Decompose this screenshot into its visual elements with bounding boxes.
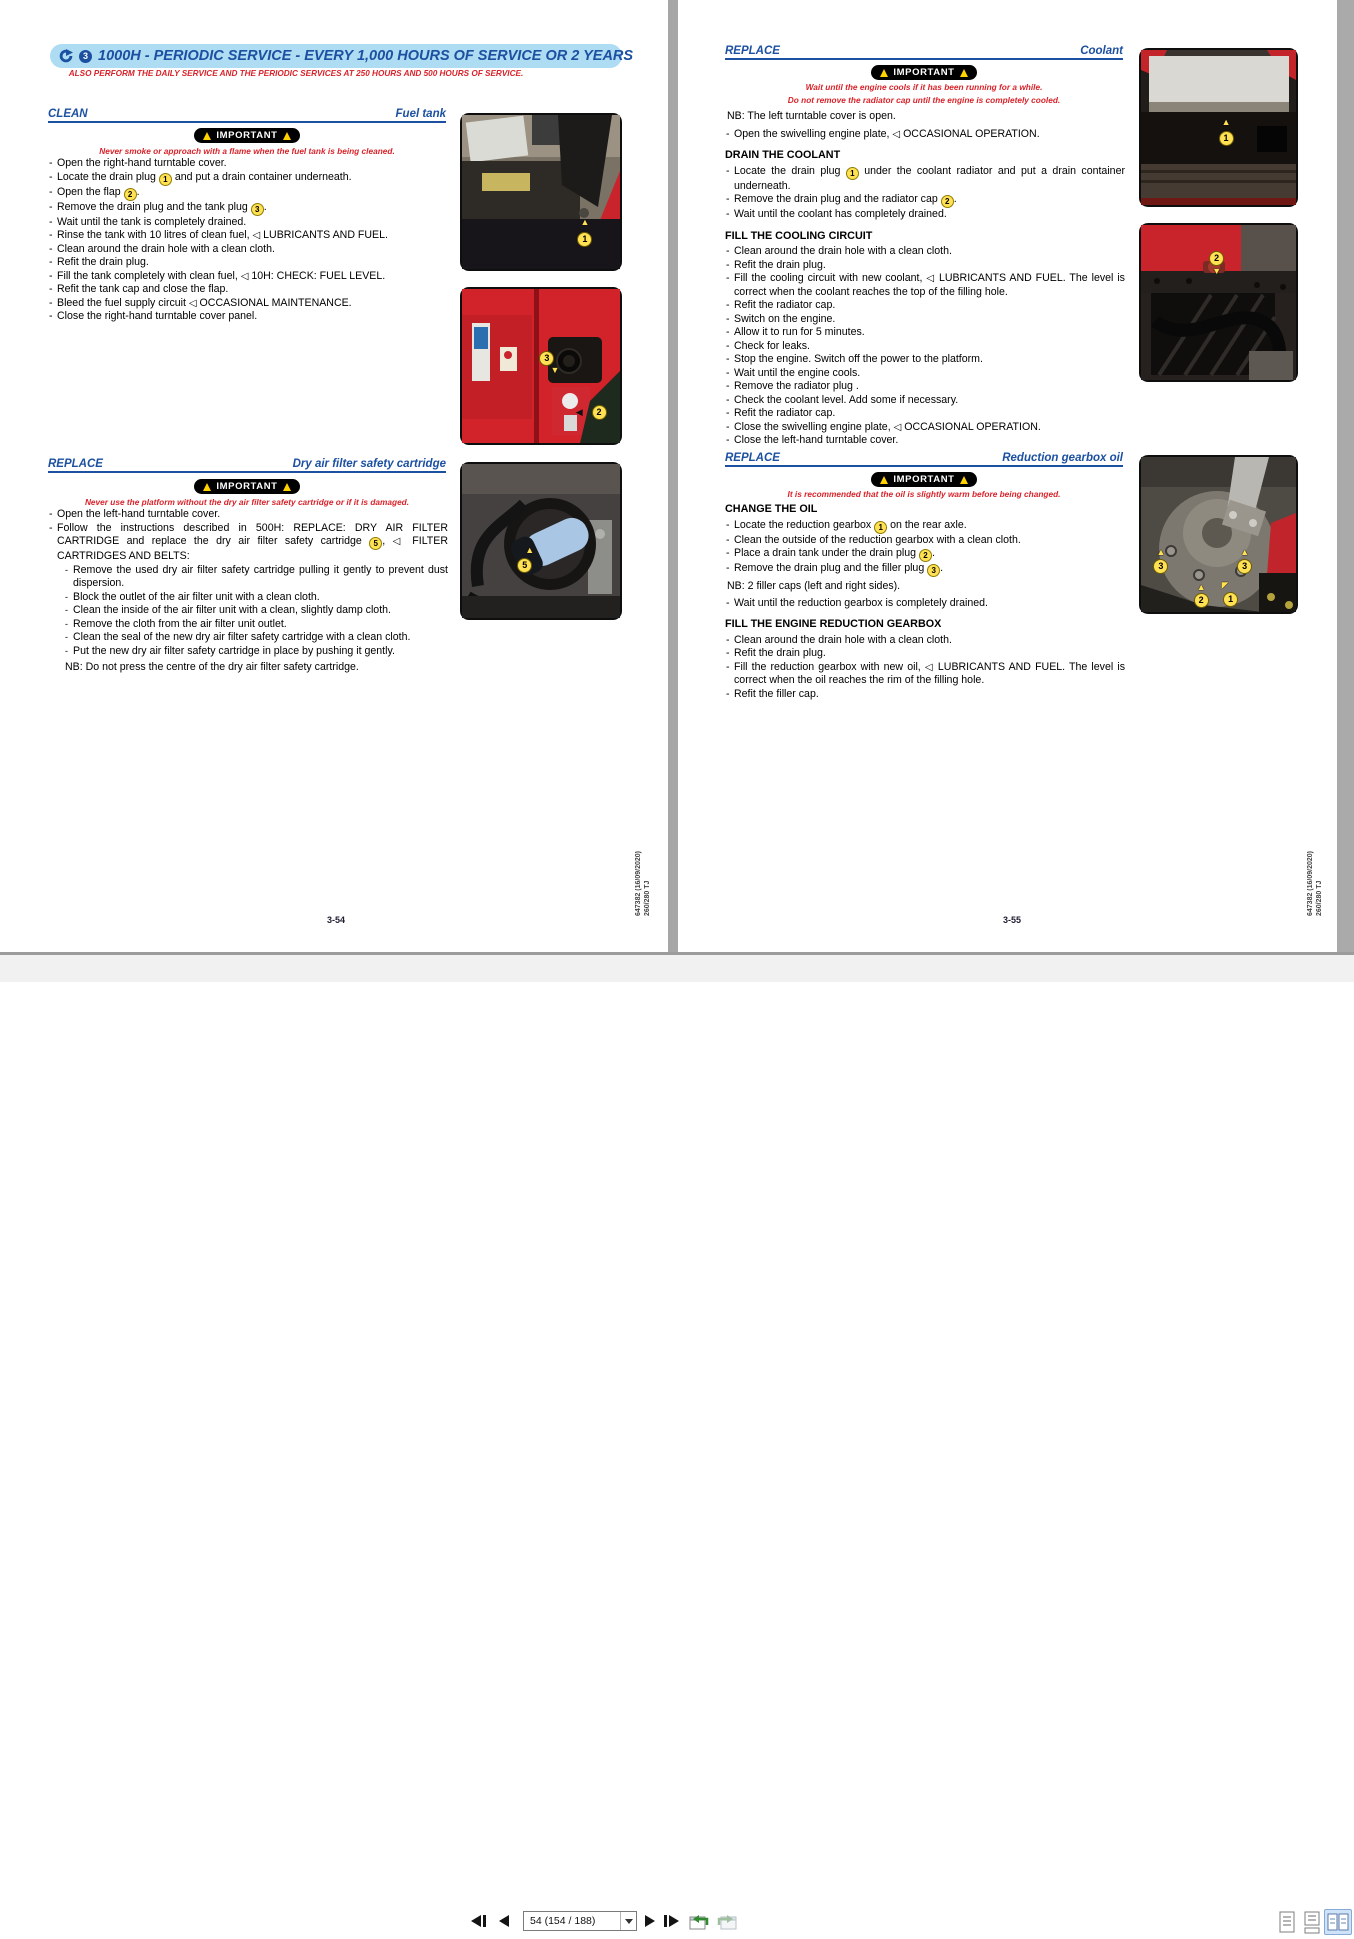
- instruction-line: - Fill the cooling circuit with new coolant, ◁ LUBRICANTS AND FUEL. The level is correct when the coolant reaches the top of the filling hole.: [725, 272, 1125, 299]
- instruction-line: - Switch on the engine.: [725, 313, 1125, 327]
- instruction-subline: - Block the outlet of the air filter unit with a clean cloth.: [65, 591, 448, 605]
- instruction-line: - Open the left-hand turntable cover.: [48, 508, 448, 522]
- instruction-line: - Stop the engine. Switch off the power to the platform.: [725, 353, 1125, 367]
- section-action: REPLACE: [725, 452, 780, 464]
- service-cycle-icon: [59, 49, 73, 63]
- first-page-icon: [471, 1915, 481, 1927]
- important-label: IMPORTANT: [893, 67, 955, 78]
- instruction-line: - Allow it to run for 5 minutes.: [725, 326, 1125, 340]
- marker-arrow-icon: ▼: [550, 365, 560, 375]
- previous-view-button[interactable]: [689, 1911, 712, 1931]
- instruction-line: - Check for leaks.: [725, 340, 1125, 354]
- step-number-badge: 3: [79, 50, 92, 63]
- warning-triangle-icon: [283, 132, 291, 140]
- photo-marker: 5: [517, 558, 532, 573]
- page-number: 3-54: [326, 915, 345, 925]
- important-badge-row: [725, 472, 1123, 487]
- photo-air-filter-cartridge: [460, 462, 622, 620]
- instruction-list: [725, 503, 1125, 701]
- instruction-line: - Clean around the drain hole with a clean cloth.: [48, 243, 448, 257]
- warning-triangle-icon: [203, 132, 211, 140]
- continuous-view-icon: [1303, 1911, 1321, 1933]
- previous-page-icon: [499, 1915, 509, 1927]
- important-badge-row: [48, 479, 446, 494]
- marker-arrow-icon: ◀: [575, 406, 583, 417]
- warning-triangle-icon: [283, 483, 291, 491]
- warning-triangle-icon: [880, 69, 888, 77]
- section-header-replace-air-filter: [48, 458, 446, 473]
- important-badge: [194, 479, 299, 494]
- canvas-margin: [1337, 0, 1354, 952]
- warning-text: Never smoke or approach with a flame when the fuel tank is being cleaned.: [99, 146, 395, 156]
- warning-text: Do not remove the radiator cap until the engine is completely cooled.: [787, 95, 1061, 105]
- warning-triangle-icon: [203, 483, 211, 491]
- instruction-line: - Open the swivelling engine plate, ◁ OCCASIONAL OPERATION.: [725, 128, 1125, 142]
- next-view-icon: [715, 1911, 738, 1931]
- instruction-line: - Remove the radiator plug .: [725, 380, 1125, 394]
- section-header-clean-fuel-tank: [48, 108, 446, 123]
- page-right: [678, 0, 1337, 952]
- section-action: REPLACE: [48, 458, 103, 470]
- photo-reduction-gearbox: [1139, 455, 1298, 614]
- section-header-replace-coolant: [725, 45, 1123, 60]
- instruction-subline: - Clean the inside of the air filter unit with a clean, slightly damp cloth.: [65, 604, 448, 618]
- photo-marker: 3: [1153, 559, 1168, 574]
- important-badge-row: [48, 128, 446, 143]
- note-line: NB: Do not press the centre of the dry air filter safety cartridge.: [65, 661, 359, 673]
- warning-text: Never use the platform without the dry air filter safety cartridge or if it is damaged.: [84, 497, 410, 507]
- instruction-line: - Locate the drain plug 1 and put a drain container underneath.: [48, 171, 448, 186]
- instruction-line: - Wait until the tank is completely drained.: [48, 216, 448, 230]
- instruction-line: - Place a drain tank under the drain plug 2 .: [725, 547, 1125, 562]
- marker-arrow-icon: ◤: [1221, 580, 1229, 590]
- first-page-button[interactable]: [471, 1915, 486, 1927]
- important-badge: [871, 65, 976, 80]
- first-page-icon: [483, 1915, 486, 1927]
- important-badge: [871, 472, 976, 487]
- instruction-line: - Close the left-hand turntable cover.: [725, 434, 1125, 448]
- subsection-title: CHANGE THE OIL: [725, 503, 818, 515]
- chapter-banner: [50, 44, 634, 68]
- warning-text: Wait until the engine cools if it has been running for a while.: [805, 82, 1043, 92]
- photo-marker: 3: [1237, 559, 1252, 574]
- photo-marker: 2: [592, 405, 607, 420]
- previous-page-button[interactable]: [499, 1915, 509, 1927]
- instruction-line: - Close the swivelling engine plate, ◁ OCCASIONAL OPERATION.: [725, 421, 1125, 435]
- chapter-subtitle: ALSO PERFORM THE DAILY SERVICE AND THE PERIODIC SERVICES AT 250 HOURS AND 500 HOURS OF SERVICE.: [68, 69, 524, 78]
- instruction-line: - Bleed the fuel supply circuit ◁ OCCASIONAL MAINTENANCE.: [48, 297, 448, 311]
- photo-coolant-drain-plug: [1139, 48, 1298, 207]
- marker-arrow-icon: ▲: [1196, 581, 1206, 592]
- section-subject: Dry air filter safety cartridge: [292, 458, 446, 470]
- section-action: CLEAN: [48, 108, 88, 120]
- document-reference: [634, 838, 652, 916]
- instruction-line: - Wait until the coolant has completely drained.: [725, 208, 1125, 222]
- viewer-toolbar: [0, 952, 1354, 1927]
- section-subject: Coolant: [1080, 45, 1123, 57]
- previous-view-icon: [689, 1911, 712, 1931]
- instruction-line: - Refit the filler cap.: [725, 688, 1125, 702]
- instruction-line: - Refit the drain plug.: [725, 259, 1125, 273]
- warning-text: It is recommended that the oil is slightly warm before being changed.: [787, 489, 1061, 499]
- single-page-view-icon: [1278, 1911, 1296, 1933]
- photo-fuel-flap-and-plug: [460, 287, 622, 445]
- photo-marker: 2: [1209, 251, 1224, 266]
- photo-marker: 1: [1223, 592, 1238, 607]
- next-page-icon: [645, 1915, 655, 1927]
- instruction-line: - Fill the reduction gearbox with new oil, ◁ LUBRICANTS AND FUEL. The level is correct when the oil reaches the rim of the filling hole.: [725, 661, 1125, 688]
- important-label: IMPORTANT: [216, 130, 278, 141]
- photo-radiator-cap: [1139, 223, 1298, 382]
- instruction-line: - Refit the tank cap and close the flap.: [48, 283, 448, 297]
- page-divider: [668, 0, 678, 952]
- instruction-line: - Close the right-hand turntable cover panel.: [48, 310, 448, 324]
- instruction-line: - Locate the drain plug 1 under the coolant radiator and put a drain container underneath.: [725, 165, 1125, 194]
- warning-triangle-icon: [960, 476, 968, 484]
- page-number-value: 54 (154 / 188): [530, 1915, 596, 1927]
- warning-triangle-icon: [880, 476, 888, 484]
- marker-arrow-icon: ▲: [1221, 117, 1231, 128]
- photo-marker: 1: [577, 232, 592, 247]
- page-left: [0, 0, 668, 952]
- doc-ref-model: 260/280 TJ: [644, 880, 651, 916]
- single-page-view-button[interactable]: [1278, 1911, 1296, 1938]
- instruction-line: - Check the coolant level. Add some if necessary.: [725, 394, 1125, 408]
- last-page-icon: [669, 1915, 679, 1927]
- marker-arrow-icon: ▲: [1240, 547, 1250, 558]
- important-badge: [194, 128, 299, 143]
- marker-arrow-icon: ▲: [1156, 547, 1166, 558]
- page-number-select[interactable]: [523, 1911, 637, 1931]
- instruction-line: - Refit the drain plug.: [725, 647, 1125, 661]
- doc-ref-model: 260/280 TJ: [1316, 880, 1323, 916]
- instruction-line: - Remove the drain plug and the filler plug 3 .: [725, 562, 1125, 577]
- instruction-list: [48, 508, 448, 678]
- facing-pages-view-icon: [1325, 1910, 1351, 1934]
- page-number: 3-55: [1002, 915, 1021, 925]
- instruction-line: - Open the right-hand turntable cover.: [48, 157, 448, 171]
- marker-arrow-icon: ▼: [1212, 265, 1222, 276]
- instruction-list: [48, 157, 448, 324]
- last-page-icon: [664, 1915, 667, 1927]
- section-subject: Fuel tank: [395, 108, 446, 120]
- section-header-replace-gearbox-oil: [725, 452, 1123, 467]
- important-badge-row: [725, 65, 1123, 80]
- instruction-line: - Clean around the drain hole with a clean cloth.: [725, 634, 1125, 648]
- instruction-line: - Refit the radiator cap.: [725, 299, 1125, 313]
- chapter-title: 1000H - PERIODIC SERVICE - EVERY 1,000 HOURS OF SERVICE OR 2 YEARS: [98, 48, 634, 64]
- subsection-title: FILL THE COOLING CIRCUIT: [725, 229, 873, 242]
- instruction-line: - Follow the instructions described in 500H: REPLACE: DRY AIR FILTER CARTRIDGE and replace the dry air filter safety cartridge 5 , ◁ FILTER CARTRIDGES AND BELTS:: [48, 522, 448, 564]
- instruction-line: - Locate the reduction gearbox 1 on the rear axle.: [725, 519, 1125, 534]
- instruction-line: - Rinse the tank with 10 litres of clean fuel, ◁ LUBRICANTS AND FUEL.: [48, 229, 448, 243]
- instruction-line: - Clean around the drain hole with a clean cloth.: [725, 245, 1125, 259]
- instruction-line: - Remove the drain plug and the radiator cap 2 .: [725, 193, 1125, 208]
- subsection-title: FILL THE ENGINE REDUCTION GEARBOX: [725, 618, 942, 630]
- instruction-subline: - Put the new dry air filter safety cartridge in place by pushing it gently.: [65, 645, 448, 659]
- instruction-line: - Wait until the engine cools.: [725, 367, 1125, 381]
- section-action: REPLACE: [725, 45, 780, 57]
- doc-ref-number: 647382 (16/09/2020): [1307, 851, 1314, 916]
- document-reference: [1306, 838, 1324, 916]
- next-view-button[interactable]: [715, 1911, 738, 1931]
- facing-pages-view-button[interactable]: [1324, 1909, 1352, 1935]
- marker-arrow-icon: ▲: [525, 544, 535, 555]
- next-page-button[interactable]: [645, 1915, 655, 1927]
- note-line: NB: 2 filler caps (left and right sides).: [727, 580, 901, 592]
- instruction-subline: - Remove the cloth from the air filter unit outlet.: [65, 618, 448, 632]
- important-label: IMPORTANT: [216, 481, 278, 492]
- instruction-subline: - Remove the used dry air filter safety cartridge pulling it gently to prevent dust dispersion.: [65, 564, 448, 591]
- important-label: IMPORTANT: [893, 474, 955, 485]
- doc-ref-number: 647382 (16/09/2020): [635, 851, 642, 916]
- marker-arrow-icon: ▲: [580, 217, 590, 228]
- instruction-line: - Fill the tank completely with clean fuel, ◁ 10H: CHECK: FUEL LEVEL.: [48, 270, 448, 284]
- instruction-line: - Refit the drain plug.: [48, 256, 448, 270]
- combo-dropdown-button[interactable]: [620, 1912, 636, 1930]
- instruction-line: - Wait until the reduction gearbox is completely drained.: [725, 597, 1125, 611]
- instruction-line: - Refit the radiator cap.: [725, 407, 1125, 421]
- instruction-subline: - Clean the seal of the new dry air filter safety cartridge with a clean cloth.: [65, 631, 448, 645]
- instruction-line: - Remove the drain plug and the tank plug 3 .: [48, 201, 448, 216]
- last-page-button[interactable]: [664, 1915, 679, 1927]
- instruction-line: - Clean the outside of the reduction gearbox with a clean cloth.: [725, 534, 1125, 548]
- subsection-title: DRAIN THE COOLANT: [725, 149, 841, 161]
- photo-marker: 2: [1194, 593, 1209, 608]
- note-line: NB: The left turntable cover is open.: [727, 110, 896, 122]
- instruction-line: - Open the flap 2 .: [48, 186, 448, 201]
- instruction-list: [725, 110, 1125, 448]
- section-subject: Reduction gearbox oil: [1002, 452, 1123, 464]
- continuous-view-button[interactable]: [1303, 1911, 1321, 1938]
- photo-fuel-tank-drain-plug: [460, 113, 622, 271]
- warning-triangle-icon: [960, 69, 968, 77]
- chevron-down-icon: [625, 1919, 633, 1924]
- photo-marker: 3: [539, 351, 554, 366]
- photo-marker: 1: [1219, 131, 1234, 146]
